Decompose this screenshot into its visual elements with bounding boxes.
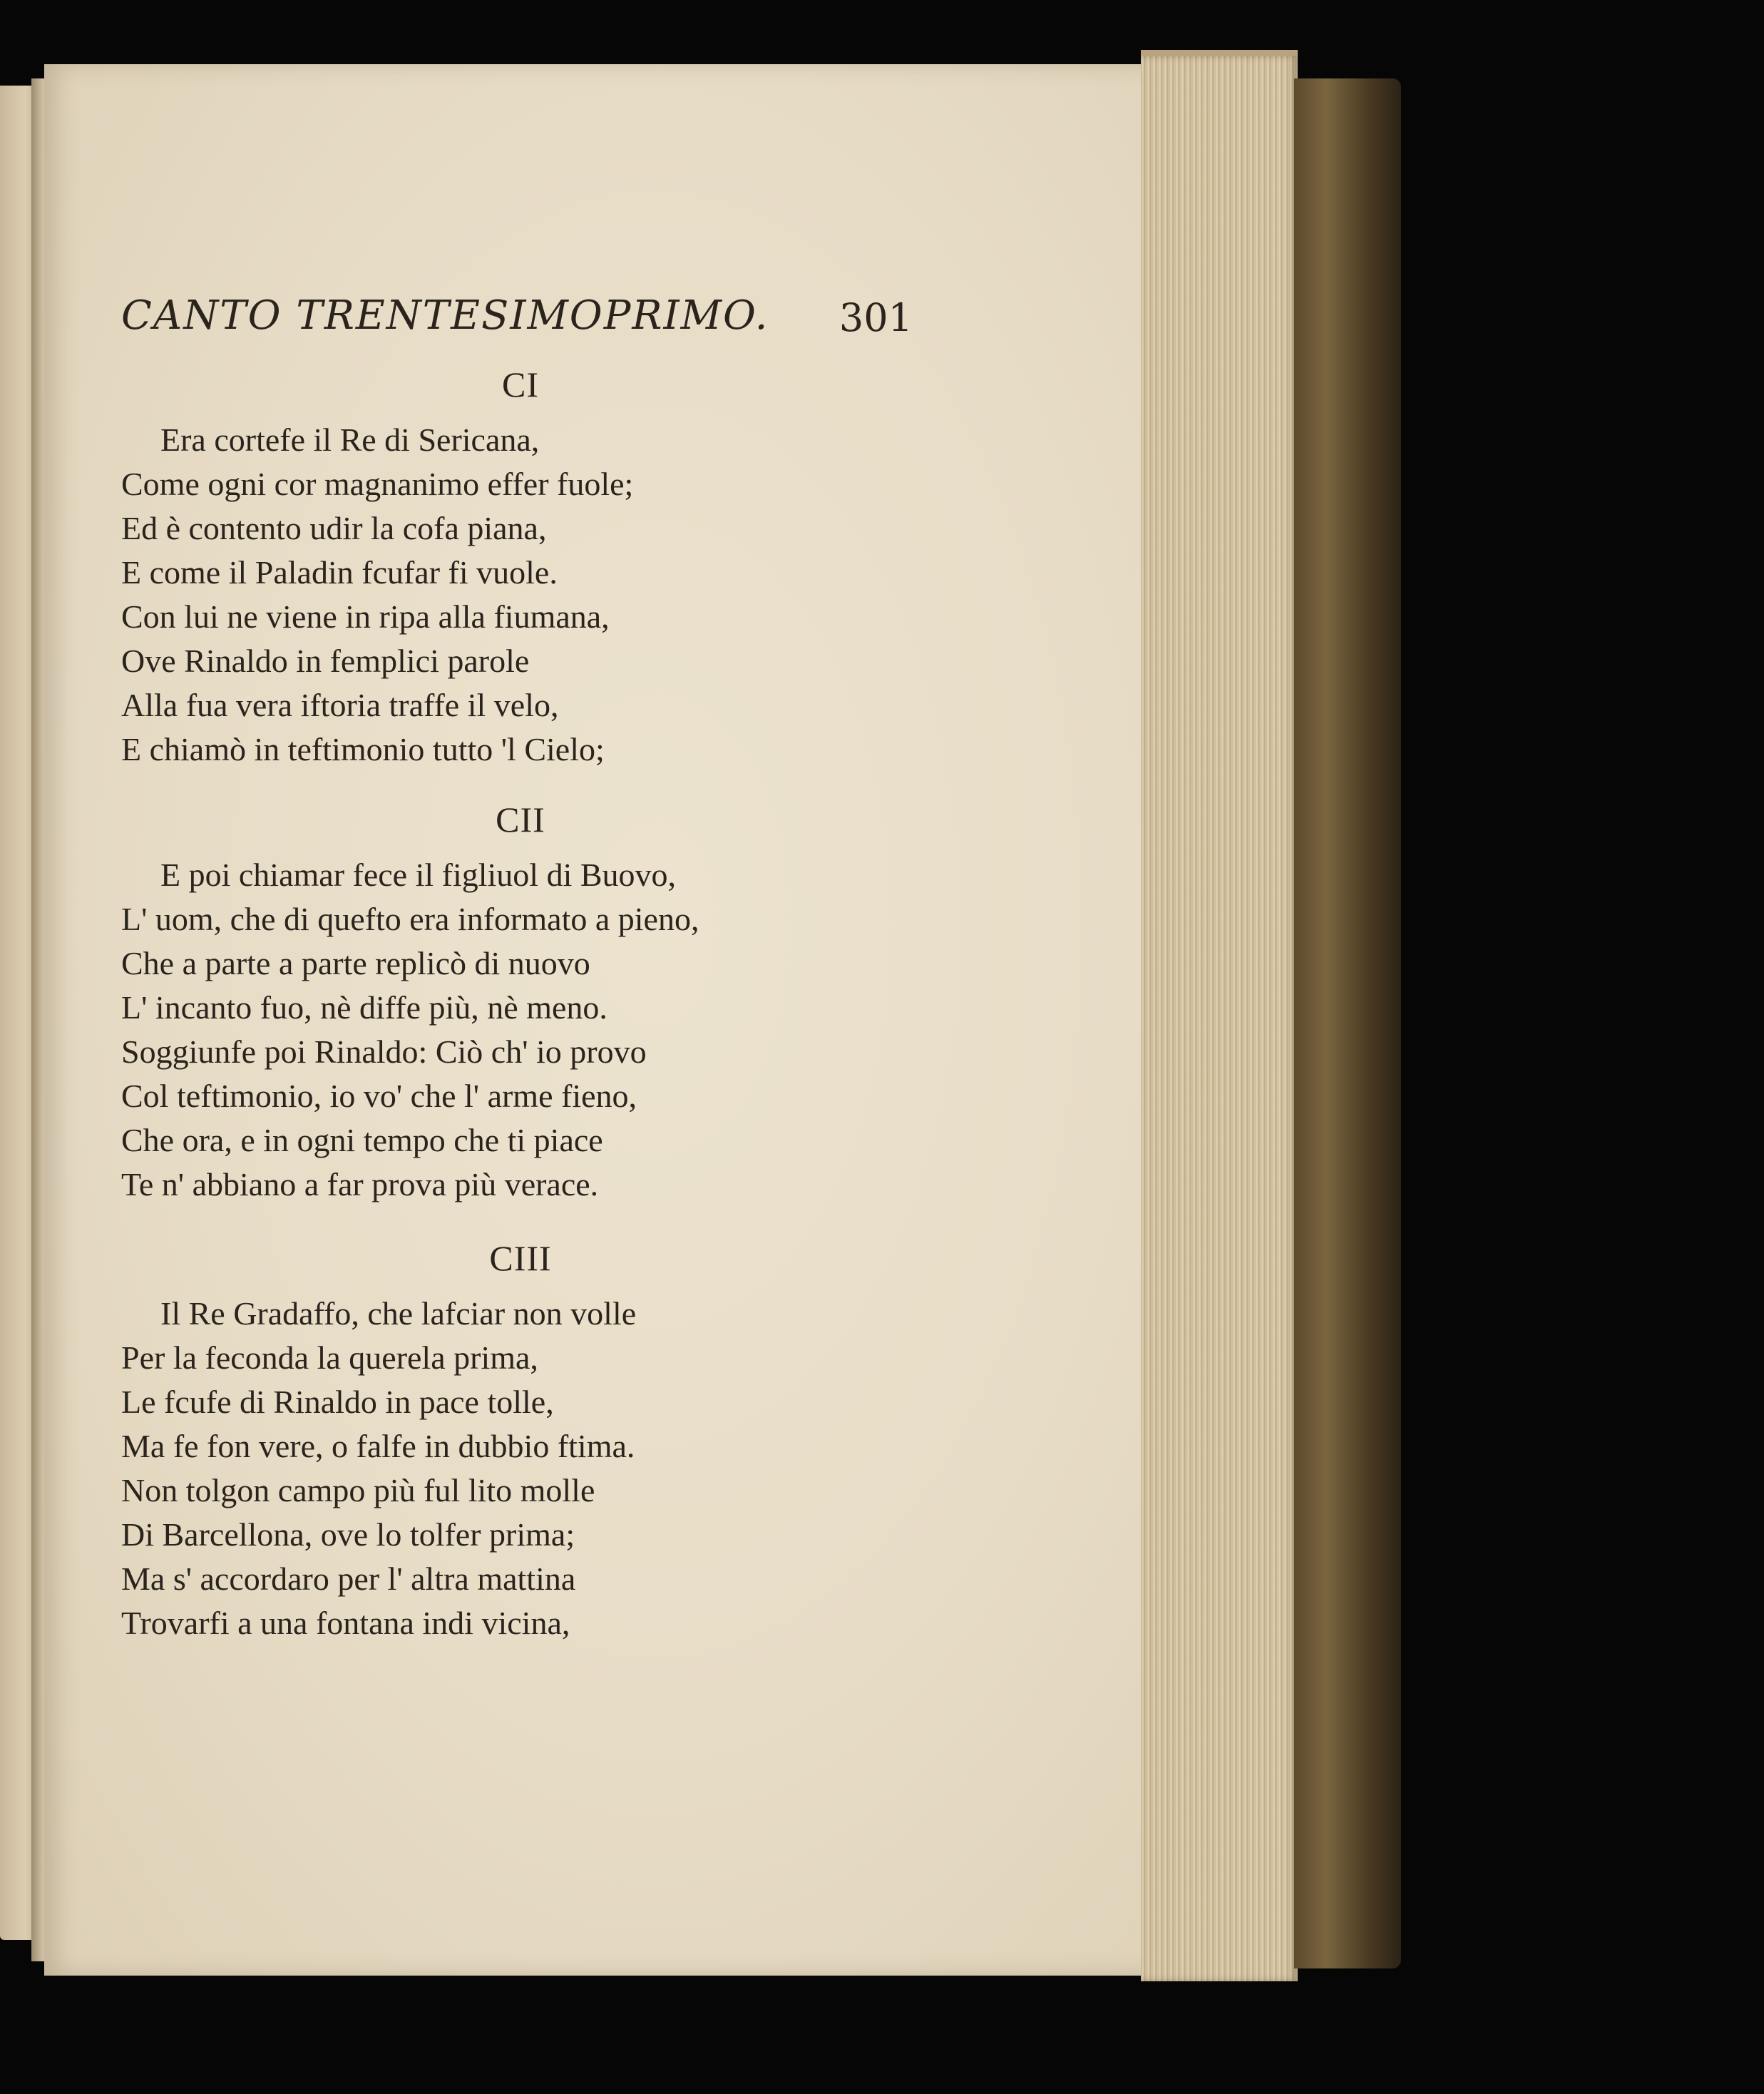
verse-line: Trovarfi a una fontana indi vicina,: [121, 1605, 570, 1641]
verse-line: Te n' abbiano a far prova più verace.: [121, 1166, 599, 1202]
verse-line: Ma fe fon vere, o falfe in dubbio ftima.: [121, 1428, 635, 1464]
verse-line: L' incanto fuo, nè diffe più, nè meno.: [121, 989, 607, 1026]
verse-line: Ed è contento udir la cofa piana,: [121, 510, 547, 546]
verse-line: Alla fua vera iftoria traffe il velo,: [121, 687, 559, 723]
verse-line: Per la feconda la querela prima,: [121, 1339, 538, 1376]
stanza-number: CII: [496, 800, 545, 839]
verse-line: Che ora, e in ogni tempo che ti piace: [121, 1122, 603, 1158]
verse-line: Soggiunfe poi Rinaldo: Ciò ch' io provo: [121, 1033, 647, 1070]
stanza-number: CI: [502, 364, 539, 404]
verse-line: Era cortefe il Re di Sericana,: [160, 422, 540, 458]
verse-line: Con lui ne viene in ripa alla fiumana,: [121, 598, 610, 635]
text-block-fore-edge: [1141, 56, 1298, 1981]
verse-line: Come ogni cor magnanimo effer fuole;: [121, 466, 634, 502]
stanza-number: CIII: [489, 1238, 552, 1278]
verse-line: E chiamò in teftimonio tutto 'l Cielo;: [121, 731, 605, 767]
verse-line: E come il Paladin fcufar fi vuole.: [121, 554, 558, 591]
verse-line: Le fcufe di Rinaldo in pace tolle,: [121, 1384, 554, 1420]
page-number: 301: [839, 295, 913, 340]
running-head: CANTO TRENTESIMOPRIMO.: [121, 292, 769, 339]
verse-line: Col teftimonio, io vo' che l' arme fieno,: [121, 1078, 637, 1114]
verse-line: Che a parte a parte replicò di nuovo: [121, 945, 590, 981]
verse-line: L' uom, che di quefto era informato a pieno,: [121, 901, 699, 937]
verse-line: Ma s' accordaro per l' altra mattina: [121, 1561, 576, 1597]
verse-line: Non tolgon campo più ful lito molle: [121, 1472, 595, 1508]
verse-line: Di Barcellona, ove lo tolfer prima;: [121, 1516, 575, 1553]
page-header: [121, 292, 913, 349]
verse-line: E poi chiamar fece il figliuol di Buovo,: [160, 857, 677, 893]
leather-cover: [1294, 78, 1401, 1968]
verse-line: Ove Rinaldo in femplici parole: [121, 643, 530, 679]
verse-line: Il Re Gradaffo, che lafciar non volle: [160, 1295, 637, 1332]
